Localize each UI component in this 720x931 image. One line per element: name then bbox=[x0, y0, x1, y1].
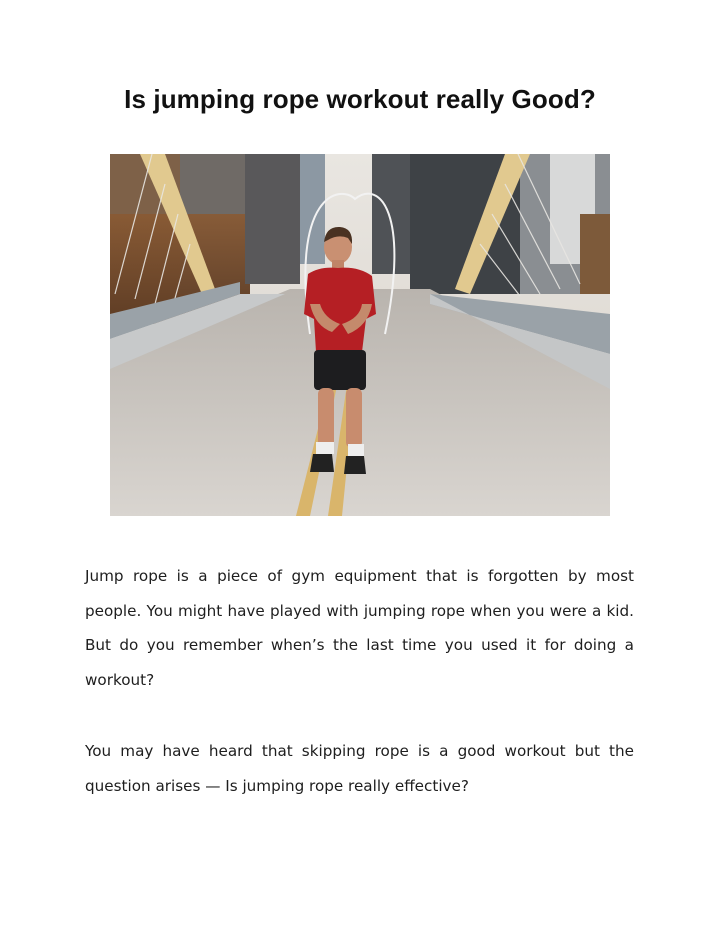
question-paragraph: You may have heard that skipping rope is a good workout but the question arises — Is jumping rope really effective? bbox=[85, 742, 634, 795]
document-title: Is jumping rope workout really Good? bbox=[124, 84, 596, 114]
man-jumping-rope-on-bridge-photo bbox=[110, 154, 610, 516]
intro-paragraph: Jump rope is a piece of gym equipment that is forgotten by most people. You might have played with jumping rope when you were a kid. But do you remember when’s the last time you used it for doing a workout? bbox=[85, 567, 634, 689]
